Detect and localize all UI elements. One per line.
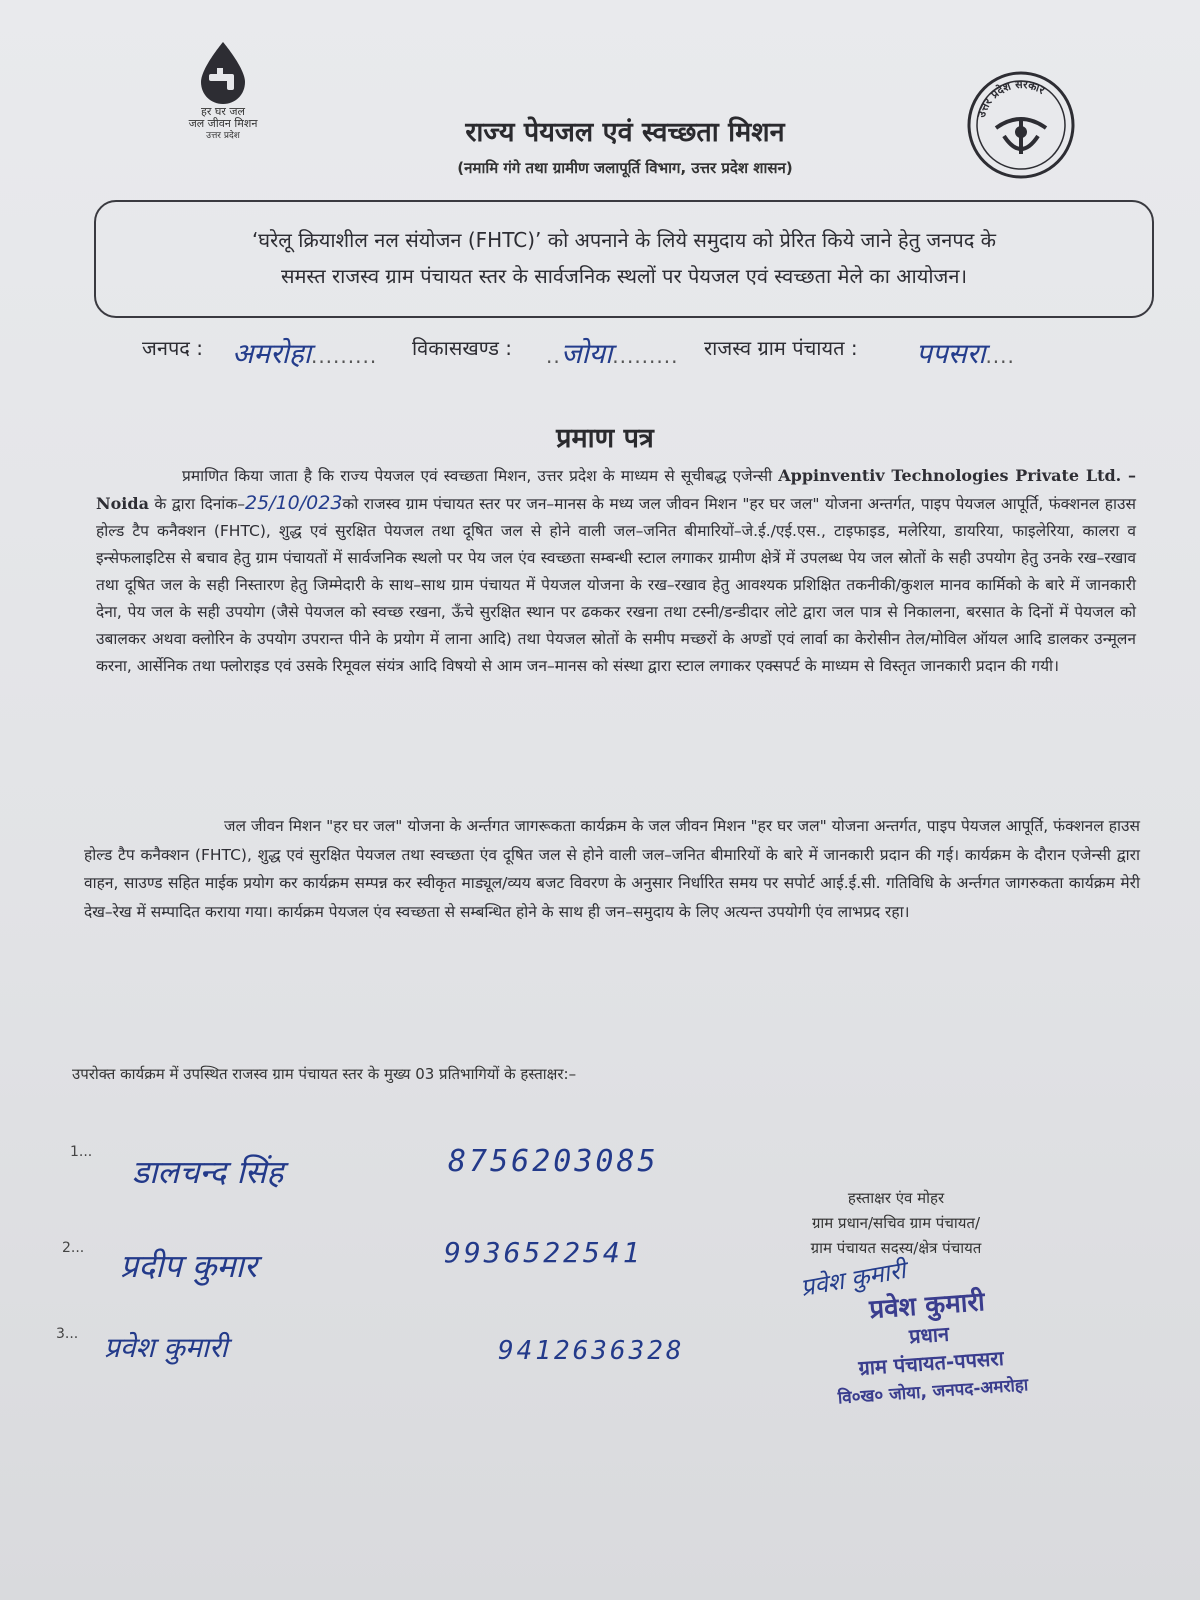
block-label: विकासखण्ड : — [412, 336, 513, 360]
p1-date-label: के द्वारा दिनांक– — [154, 495, 245, 513]
event-date: 25/10/023 — [244, 492, 343, 514]
location-fields — [142, 328, 1142, 368]
certificate-paragraph-2: जल जीवन मिशन "हर घर जल" योजना के अर्न्तगत जागरूकता कार्यक्रम के जल जीवन मिशन "हर घर जल" योजना अन्तर्गत, पाइप पेयजल आपूर्ति, फंक्शनल हाउस होल्ड टैप कनैक्शन (FHTC), शुद्ध एवं सुरक्षित पेयजल तथा स्वच्छता एंव दूषित जल से होने वाली जल–जनित बीमारियों के बारे में जानकारी प्रदान की गई। कार्यक्रम के दौरान एजेन्सी द्वारा वाहन, साउण्ड सहित माईक प्रयोग कर कार्यक्रम सम्पन्न कर स्वीकृत माड्यूल/व्यय बजट विवरण के अनुसार निर्धारित समय पर सपोर्ट आई.ई.सी. गतिविधि के अर्न्तगत जागरुकता कार्यक्रम मेरी देख–रेख में सम्पादित कराया गया। कार्यक्रम पेयजल एंव स्वच्छता से सम्बन्धित होने के साथ ही जन–समुदाय के लिए अत्यन्त उपयोगी एंव लाभप्रद रहा। — [84, 817, 1140, 921]
block-field: ..जोया......... — [546, 337, 679, 370]
har-ghar-jal-logo — [168, 40, 278, 142]
signatory-line-1: हस्ताक्षर एंव मोहर — [847, 1189, 945, 1207]
pradhan-stamp — [766, 1279, 1093, 1417]
participant-2-signature: प्रदीप कुमार — [120, 1247, 257, 1285]
signatory-line-3: ग्राम पंचायत सदस्य/क्षेत्र पंचायत — [810, 1239, 982, 1257]
stamp-place: ग्राम पंचायत-पपसरा — [857, 1345, 1005, 1381]
agency-name: Appinventiv Technologies Private Ltd. – Noida — [96, 466, 1136, 513]
mission-subtitle: (नमामि गंगे तथा ग्रामीण जलापूर्ति विभाग, उत्तर प्रदेश शासन) — [457, 159, 793, 177]
certificate-paragraph-1 — [96, 462, 1136, 680]
participant-1-number: 1... — [70, 1144, 93, 1160]
participant-2-number: 2... — [62, 1240, 85, 1256]
block-value: जोया — [560, 337, 613, 370]
banner-line-1: ‘घरेलू क्रियाशील नल संयोजन (FHTC)’ को अपनाने के लिये समुदाय को प्रेरित किये जाने हेतु जनपद के — [251, 228, 997, 252]
panchayat-value: पपसरा — [916, 337, 986, 370]
event-banner — [94, 200, 1154, 318]
signatory-line-2: ग्राम प्रधान/सचिव ग्राम पंचायत/ — [811, 1214, 981, 1232]
participant-3-number: 3... — [56, 1326, 79, 1342]
stamp-role: प्रधान — [908, 1321, 950, 1349]
p1-body: को राजस्व ग्राम पंचायत स्तर पर जन–मानस के मध्य जल जीवन मिशन "हर घर जल" योजना अन्तर्गत, पाइप पेयजल आपूर्ति, फंक्शनल हाउस होल्ड टैप कनैक्शन (FHTC), शुद्ध एवं सुरक्षित पेयजल तथा दूषित जल से होने वाली जल–जनित बीमारियों–जे.ई./एई.एस., टाइफाइड, मलेरिया, डायरिया, फाइलेरिया, कालरा व इन्सेफलाइटिस से बचाव हेतु ग्राम पंचायतों में सार्वजनिक स्थलो पर पेय जल एंव स्वच्छता सम्बन्धी स्टाल लगाकर ग्रामीण क्षेत्रें में उपलब्ध पेय जल स्रोतों के सही उपयोग हेतु उनके रख–रखाव तथा दूषित जल के सही निस्तारण हेतु जिम्मेदारी के साथ–साथ ग्राम पंचायत में पेयजल योजना के रख–रखाव हेतु आवश्यक प्रशिक्षित तकनीकी/कुशल मानव कार्मिको के बारे में जानकारी देना, पेय जल के सही उपयोग (जैसे पेयजल को स्वच्छ रखना, ऊँचे सुरक्षित स्थान पर ढककर रखना तथा टस्नी/डन्डीदार लोटे द्वारा जल पात्र से निकालना, बरसात के दिनों में पेयजल को उबालकर अथवा क्लोरिन के उपयोग उपरान्त पीने के प्रयोग में लाना आदि) तथा पेयजल स्रोतों के समीप मच्छरों के अण्डों एवं लार्वा का केरोसीन तेल/मोविल ऑयल आदि डालकर उन्मूलन करना, आर्सेनिक तथा फ्लोराइड एवं उसके रिमूवल संयंत्र आदि विषयो से आम जन–मानस को संस्था द्वारा स्टाल लगाकर एक्सपर्ट के माध्यम से विस्तृत जानकारी प्रदान की गयी। — [96, 495, 1136, 675]
pradhan-signature: प्रवेश कुमारी — [798, 1256, 908, 1302]
district-label: जनपद : — [142, 336, 204, 360]
panchayat-field: पपसरा.... — [916, 337, 1015, 370]
certificate-title: प्रमाण पत्र — [556, 423, 654, 454]
participant-2-phone: 9936522541 — [444, 1236, 643, 1269]
logo-line-1: हर घर जल — [201, 105, 245, 118]
banner-line-2: समस्त राजस्व ग्राम पंचायत स्तर के सार्वजनिक स्थलों पर पेयजल एवं स्वच्छता मेले का आयोजन। — [280, 264, 968, 288]
participant-1-signature: डालचन्द सिंह — [132, 1153, 284, 1191]
p1-intro: प्रमाणित किया जाता है कि राज्य पेयजल एवं स्वच्छता मिशन, उत्तर प्रदेश के माध्यम से सूचीबद्ध एजेन्सी — [182, 467, 773, 485]
up-government-seal — [966, 70, 1076, 184]
mission-title: राज्य पेयजल एवं स्वच्छता मिशन — [465, 117, 785, 148]
district-field: अमरोहा......... — [232, 337, 378, 370]
seal-text: उत्तर प्रदेश सरकार — [974, 77, 1047, 119]
water-drop-tap-icon — [195, 40, 251, 106]
stamp-address: वि०ख० जोया, जनपद-अमरोहा — [837, 1375, 1029, 1409]
signatory-block — [746, 1186, 1046, 1261]
district-value: अमरोहा — [232, 337, 311, 370]
logo-line-2: जल जीवन मिशन — [188, 117, 258, 130]
participants-heading: उपरोक्त कार्यक्रम में उपस्थित राजस्व ग्राम पंचायत स्तर के मुख्य 03 प्रतिभागियों के हस्ताक्षर:– — [72, 1065, 577, 1083]
stamp-name: प्रवेश कुमारी — [868, 1287, 986, 1326]
participant-1-phone: 8756203085 — [448, 1144, 659, 1179]
participant-3-signature: प्रवेश कुमारी — [104, 1331, 228, 1364]
logo-line-3: उत्तर प्रदेश — [206, 131, 240, 141]
panchayat-label: राजस्व ग्राम पंचायत : — [704, 336, 858, 360]
participant-3-phone: 9412636328 — [498, 1336, 685, 1366]
